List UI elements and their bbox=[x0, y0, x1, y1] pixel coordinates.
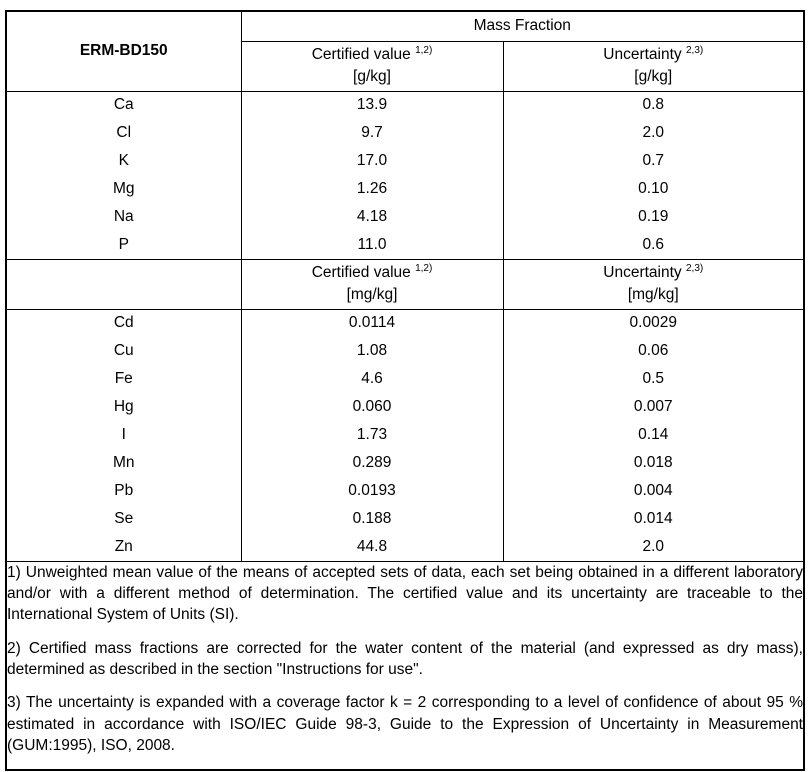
element-cell: Zn bbox=[6, 533, 241, 561]
table-row bbox=[6, 119, 804, 147]
uncertainty-cell: 0.014 bbox=[503, 505, 804, 533]
certified-value-cell: 0.060 bbox=[241, 393, 503, 421]
footnote-2: 2) Certified mass fractions are corrected for the water content of the material (and expressed as dry mass), determined as described in the section "Instructions for use". bbox=[7, 639, 803, 678]
uncertainty-cell: 0.004 bbox=[503, 477, 804, 505]
element-cell: Cd bbox=[113, 314, 134, 332]
unit-gkg: [g/kg] bbox=[634, 68, 673, 85]
element-cell: Na bbox=[113, 208, 134, 225]
certified-value-cell: 0.289 bbox=[241, 449, 503, 477]
uncertainty-header-mgkg bbox=[503, 259, 804, 309]
element-cell: Fe bbox=[114, 370, 133, 387]
unit-mgkg: [mg/kg] bbox=[627, 286, 679, 303]
element-cell: Mg bbox=[112, 180, 135, 197]
table-row bbox=[6, 337, 804, 365]
table-row bbox=[6, 365, 804, 393]
table-row bbox=[6, 421, 804, 449]
table-row bbox=[6, 309, 804, 337]
element-cell: Mn bbox=[112, 454, 135, 471]
certified-value-cell: 1.26 bbox=[241, 175, 503, 203]
certified-value-cell: 4.6 bbox=[241, 365, 503, 393]
empty-header-cell bbox=[6, 259, 241, 309]
certified-value-cell: 1.73 bbox=[241, 421, 503, 449]
certified-value-header-mgkg bbox=[241, 259, 503, 309]
certified-value-cell: 13.9 bbox=[241, 91, 503, 119]
table-row bbox=[6, 505, 804, 533]
uncertainty-cell: 0.018 bbox=[503, 449, 804, 477]
table-row bbox=[6, 477, 804, 505]
unit-gkg: [g/kg] bbox=[353, 68, 391, 85]
certified-value-cell: 44.8 bbox=[241, 533, 503, 561]
element-cell: I bbox=[121, 426, 126, 443]
certified-value-header-gkg bbox=[241, 41, 503, 91]
uncertainty-label: Uncertainty bbox=[603, 264, 682, 281]
certified-value-label: Certified value bbox=[311, 264, 411, 281]
certified-value-footnote-refs: 1,2) bbox=[415, 262, 433, 274]
table-row bbox=[6, 449, 804, 477]
uncertainty-cell: 0.06 bbox=[503, 337, 804, 365]
uncertainty-header-gkg bbox=[503, 41, 804, 91]
uncertainty-cell: 2.0 bbox=[503, 119, 804, 147]
element-cell: Cu bbox=[113, 342, 134, 359]
element-cell: Cl bbox=[116, 124, 132, 141]
certified-value-label: Certified value bbox=[311, 46, 411, 63]
uncertainty-cell: 0.7 bbox=[503, 147, 804, 175]
element-cell: K bbox=[118, 152, 129, 169]
uncertainty-label: Uncertainty bbox=[603, 46, 682, 63]
footnote-3: 3) The uncertainty is expanded with a coverage factor k = 2 corresponding to a level of confidence of about 95 % estimated in accordance with ISO/IEC Guide 98-3, Guide to the Expression of Uncertainty in Measurement (GUM:1995), ISO, 2008. bbox=[7, 694, 803, 755]
certified-value-footnote-refs: 1,2) bbox=[415, 44, 433, 56]
certified-value-cell: 0.188 bbox=[241, 505, 503, 533]
certified-value-cell: 1.08 bbox=[241, 337, 503, 365]
uncertainty-footnote-refs: 2,3) bbox=[685, 44, 704, 56]
uncertainty-cell: 2.0 bbox=[503, 533, 804, 561]
uncertainty-footnote-refs: 2,3) bbox=[685, 262, 704, 274]
table-row bbox=[6, 203, 804, 231]
element-cell: Pb bbox=[114, 482, 134, 499]
table-row bbox=[6, 533, 804, 561]
mass-fraction-label: Mass Fraction bbox=[473, 17, 571, 35]
certified-value-cell: 0.0193 bbox=[241, 477, 503, 505]
uncertainty-cell: 0.5 bbox=[503, 365, 804, 393]
table-row bbox=[6, 231, 804, 259]
table-row bbox=[6, 91, 804, 119]
material-id-cell bbox=[6, 11, 241, 91]
certified-value-cell: 0.0114 bbox=[241, 309, 503, 337]
uncertainty-cell: 0.10 bbox=[503, 175, 804, 203]
uncertainty-cell: 0.8 bbox=[503, 91, 804, 119]
element-cell: Ca bbox=[113, 96, 134, 114]
certified-value-cell: 4.18 bbox=[241, 203, 503, 231]
unit-mgkg: [mg/kg] bbox=[346, 286, 398, 303]
footnote-1: 1) Unweighted mean value of the means of accepted sets of data, each set being obtained in a different laboratory and/or with a different method of determination. The certified value and its uncertainty are traceable to the International System of Units (SI). bbox=[7, 563, 803, 624]
uncertainty-cell: 0.6 bbox=[503, 231, 804, 259]
material-id: ERM-BD150 bbox=[79, 42, 168, 60]
footnotes-cell bbox=[6, 561, 804, 770]
element-cell: P bbox=[6, 231, 241, 259]
mass-fraction-header bbox=[241, 11, 804, 41]
certified-values-table bbox=[5, 10, 805, 771]
uncertainty-cell: 0.19 bbox=[503, 203, 804, 231]
table-row bbox=[6, 175, 804, 203]
element-cell: Hg bbox=[113, 398, 134, 415]
certified-value-cell: 17.0 bbox=[241, 147, 503, 175]
element-cell: Se bbox=[114, 510, 134, 527]
uncertainty-cell: 0.0029 bbox=[503, 309, 804, 337]
table-row bbox=[6, 147, 804, 175]
table-row bbox=[6, 393, 804, 421]
certified-value-cell: 9.7 bbox=[241, 119, 503, 147]
certified-value-cell: 11.0 bbox=[241, 231, 503, 259]
uncertainty-cell: 0.14 bbox=[503, 421, 804, 449]
uncertainty-cell: 0.007 bbox=[503, 393, 804, 421]
